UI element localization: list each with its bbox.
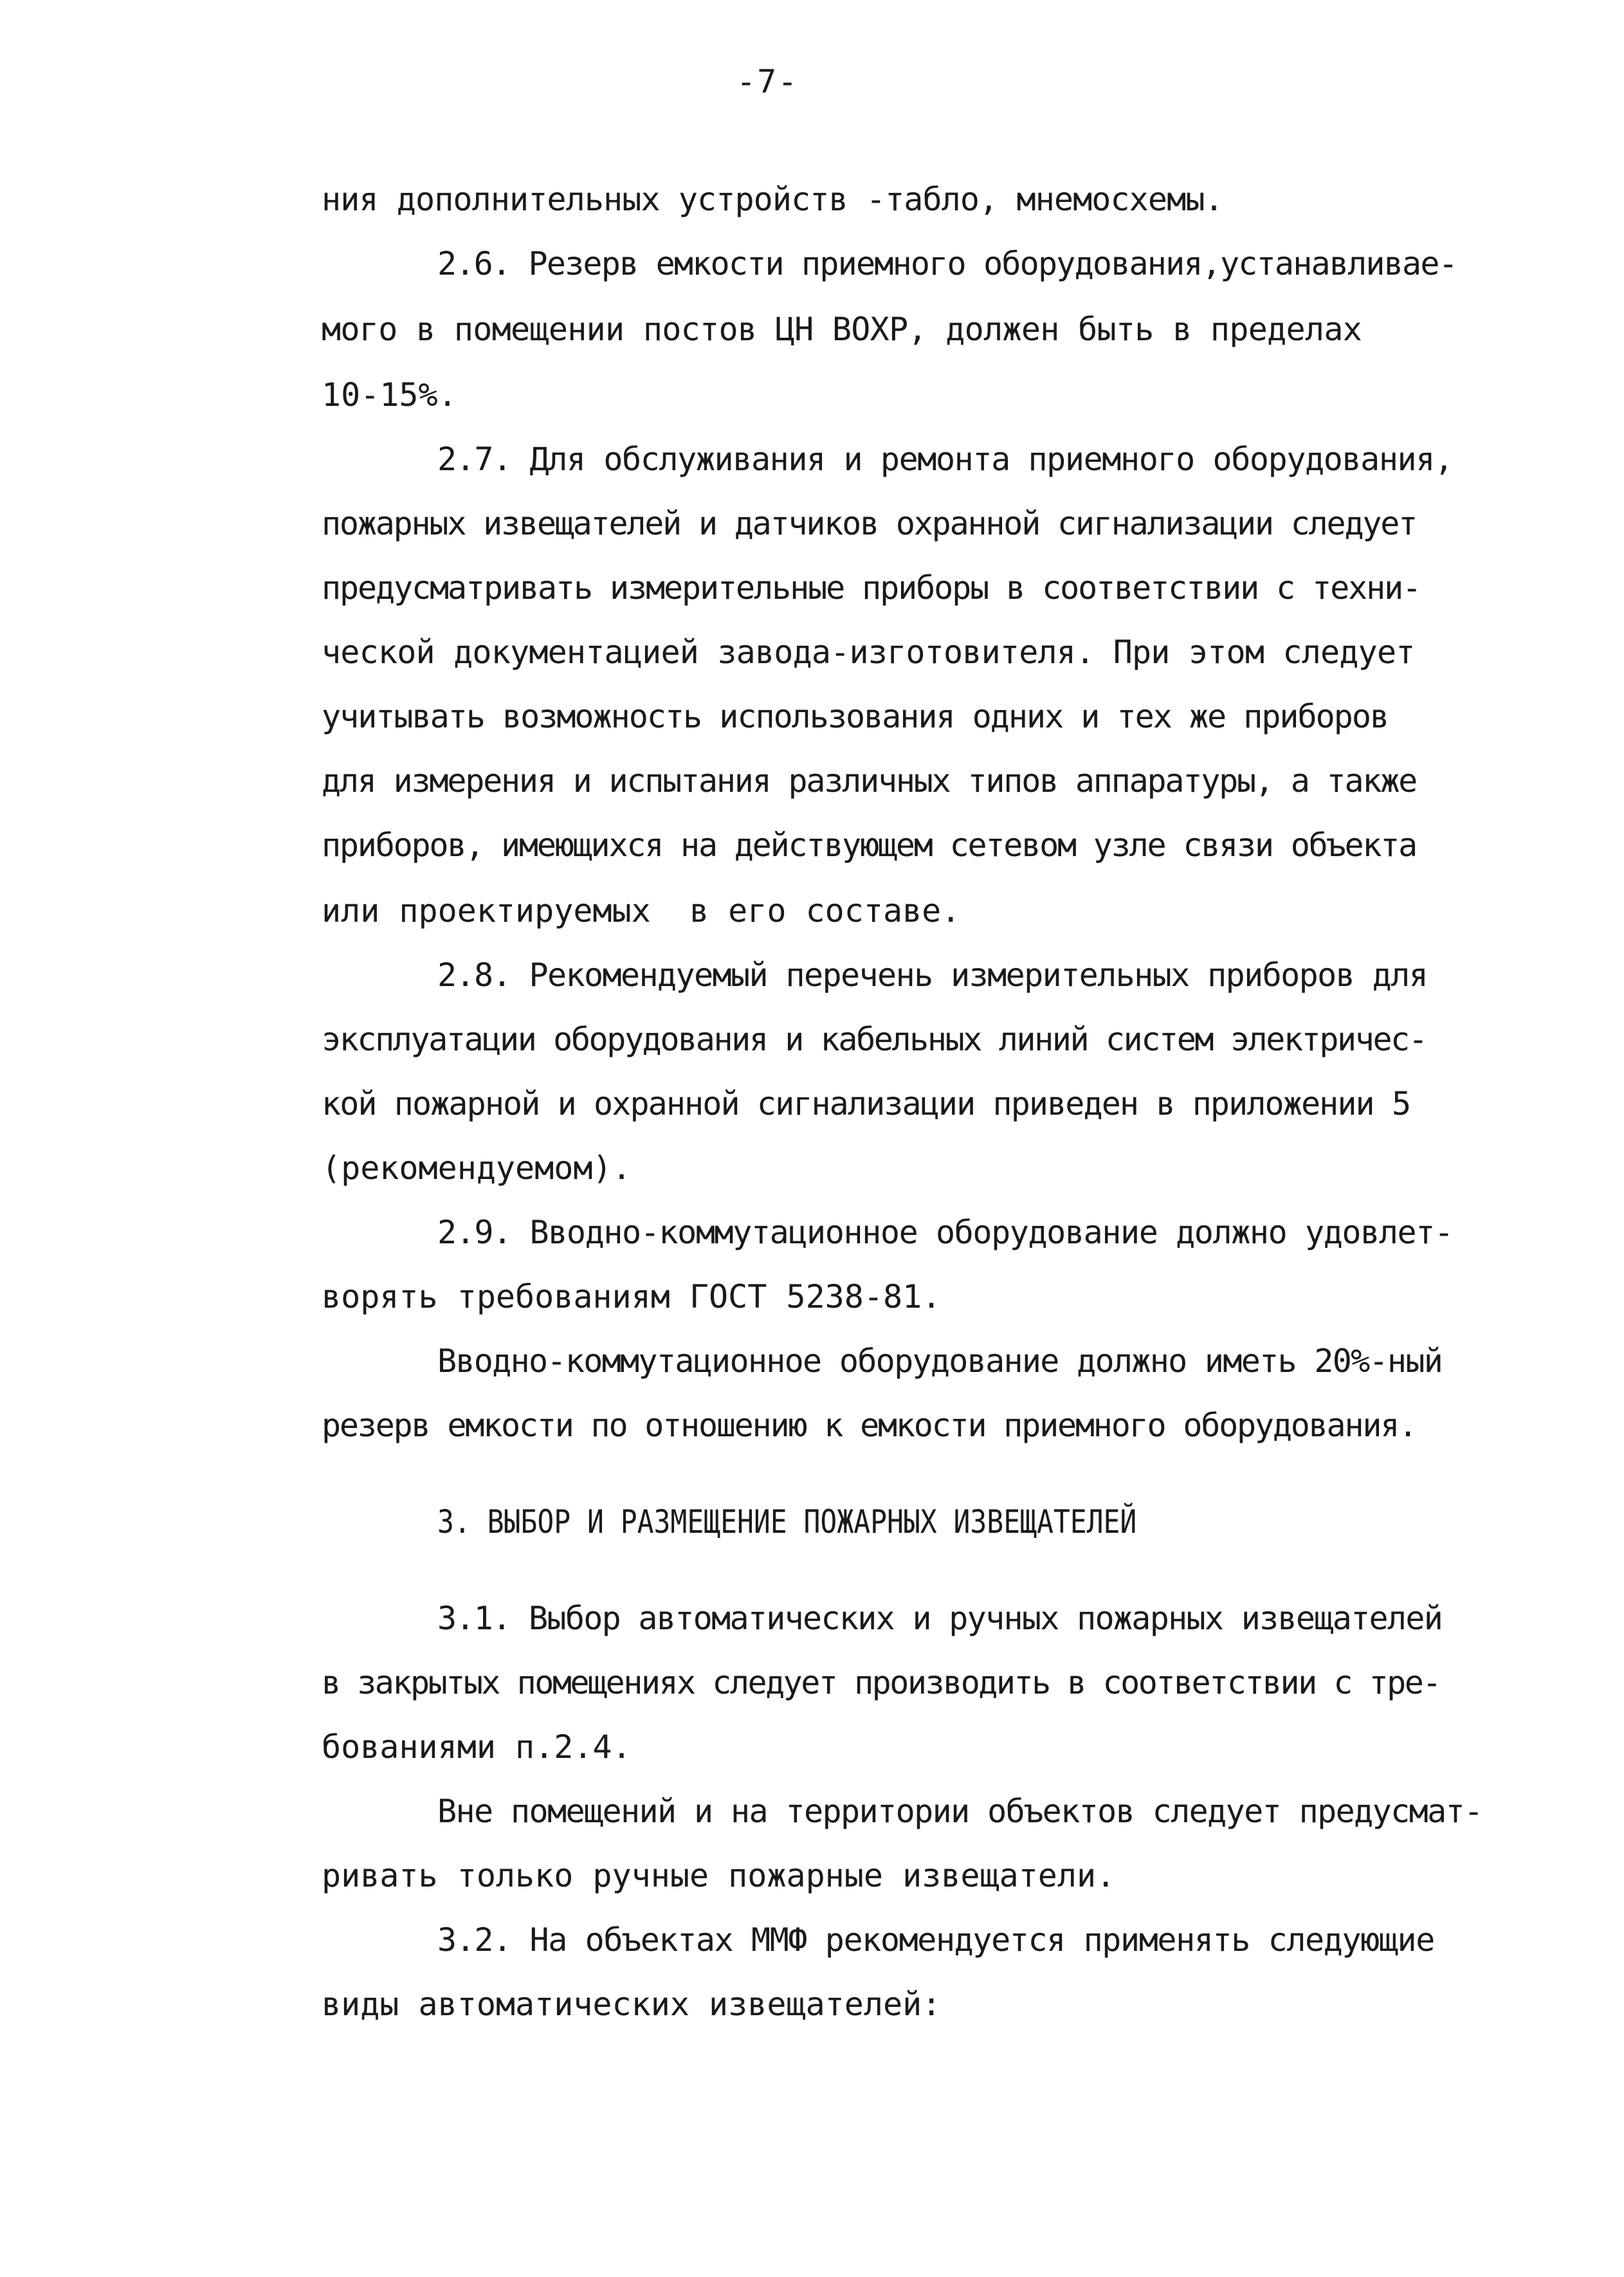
page-number: -7- xyxy=(736,63,799,100)
text-line: Вводно-коммутационное оборудование должно иметь 20%-ный xyxy=(437,1342,1443,1380)
text-line: или проектируемых в его составе. xyxy=(322,892,961,929)
text-line: Вне помещений и на территории объектов следует предусмат- xyxy=(437,1793,1483,1830)
text-line: 3.2. На объектах ММФ рекомендуется применять следующие xyxy=(437,1921,1434,1959)
text-line: резерв емкости по отношению к емкости приемного оборудования. xyxy=(322,1407,1417,1444)
text-line: эксплуатации оборудования и кабельных линий систем электричес- xyxy=(322,1021,1427,1058)
text-line: бованиями п.2.4. xyxy=(322,1728,632,1766)
text-line: (рекомендуемом). xyxy=(322,1149,632,1187)
text-line: мого в помещении постов ЦН ВОХР, должен быть в пределах xyxy=(322,311,1362,348)
text-line: 2.8. Рекомендуемый перечень измерительных приборов для xyxy=(437,956,1428,994)
text-line: 2.6. Резерв емкости приемного оборудования,устанавливае- xyxy=(437,245,1457,282)
text-line: 10-15%. xyxy=(322,376,457,414)
section-heading: 3. ВЫБОР И РАЗМЕЩЕНИЕ ПОЖАРНЫХ ИЗВЕЩАТЕЛЕЙ xyxy=(437,1503,1137,1541)
text-line: учитывать возможность использования одних и тех же приборов xyxy=(322,698,1389,735)
text-line: виды автоматических извещателей: xyxy=(322,1986,942,2023)
text-line: ривать только ручные пожарные извещатели. xyxy=(322,1857,1116,1894)
text-line: кой пожарной и охранной сигнализации приведен в приложении 5 xyxy=(322,1085,1410,1122)
text-line: предусматривать измерительные приборы в соответствии с техни- xyxy=(322,569,1421,607)
text-line: для измерения и испытания различных типов аппаратуры, а также xyxy=(322,762,1417,800)
text-line: в закрытых помещениях следует производить в соответствии с тре- xyxy=(322,1664,1440,1701)
text-line: ворять требованиям ГОСТ 5238-81. xyxy=(322,1278,942,1315)
text-line: пожарных извещателей и датчиков охранной сигнализации следует xyxy=(322,505,1417,542)
text-line: ческой документацией завода-изготовителя. При этом следует xyxy=(322,634,1415,671)
text-line: приборов, имеющихся на действующем сетевом узле связи объекта xyxy=(322,827,1417,864)
text-line: 2.9. Вводно-коммутационное оборудование должно удовлет- xyxy=(437,1214,1453,1251)
text-line: 3.1. Выбор автоматических и ручных пожарных извещателей xyxy=(437,1600,1443,1637)
text-line: ния дополнительных устройств -табло, мнемосхемы. xyxy=(322,181,1223,218)
text-line: 2.7. Для обслуживания и ремонта приемного оборудования, xyxy=(437,441,1453,478)
